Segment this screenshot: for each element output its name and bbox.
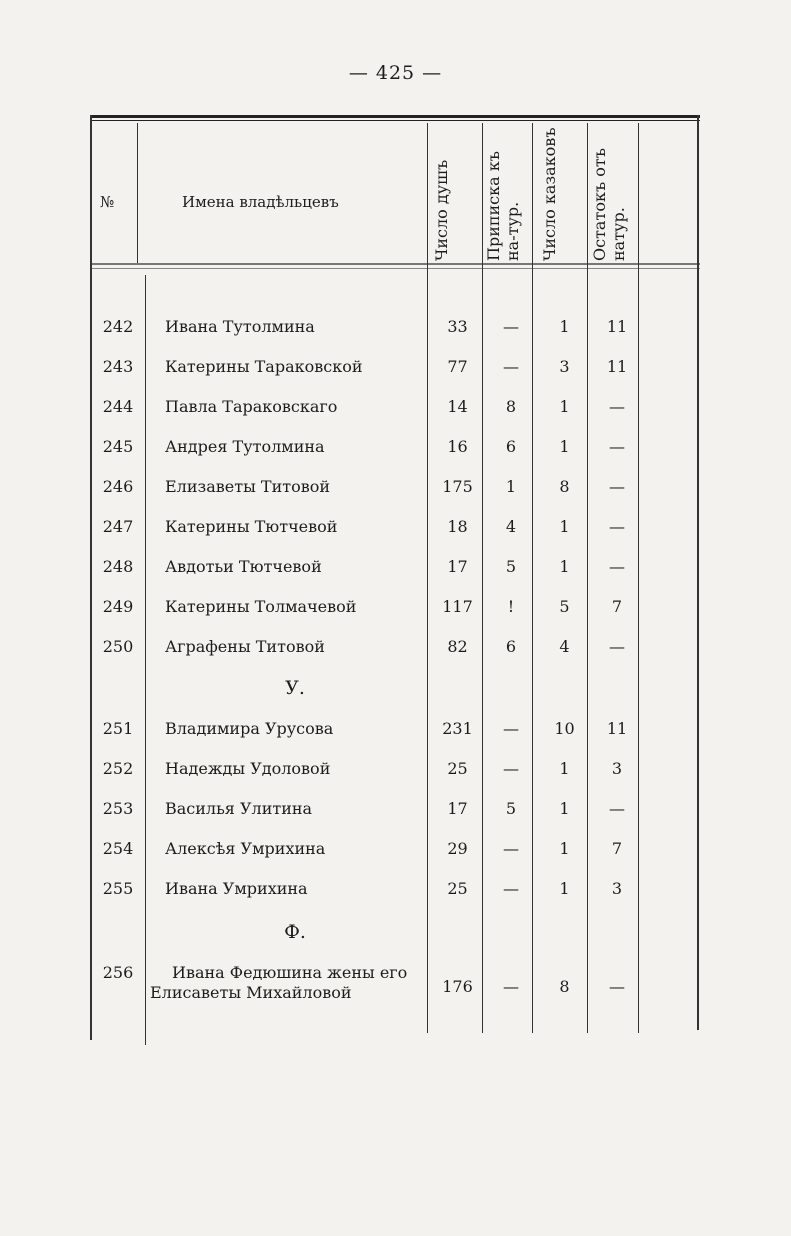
attach-value: 8 <box>505 397 517 416</box>
table-row <box>90 637 700 677</box>
row-number: 245 <box>102 437 134 456</box>
row-number: 247 <box>102 517 134 536</box>
table-row <box>90 759 700 799</box>
owner-name: Катерины Тютчевой <box>165 517 338 536</box>
souls-value: 17 <box>447 799 468 818</box>
row-number: 252 <box>102 759 134 778</box>
rest-value: — <box>609 977 625 996</box>
souls-value: 117 <box>442 597 473 616</box>
header-cossacks: Число казаковъ <box>540 127 559 261</box>
rest-value: — <box>609 397 625 416</box>
cossacks-value: 1 <box>559 839 570 858</box>
cossacks-value: 8 <box>559 477 570 496</box>
attach-value: ! <box>507 597 515 616</box>
header-no: № <box>100 193 115 211</box>
owner-name: Владимира Урусова <box>165 719 334 738</box>
section-letter-u: У. <box>285 677 305 699</box>
souls-value: 14 <box>447 397 468 416</box>
souls-value: 16 <box>447 437 468 456</box>
souls-value: 82 <box>447 637 468 656</box>
souls-value: 17 <box>447 557 468 576</box>
table-top-rule <box>90 115 700 118</box>
table-row <box>90 963 700 1013</box>
rest-value: — <box>609 477 625 496</box>
table-row <box>90 597 700 637</box>
header-rule <box>90 263 700 265</box>
row-number: 256 <box>102 963 134 982</box>
attach-value: — <box>503 357 519 376</box>
rest-value: 11 <box>606 719 628 738</box>
header-name: Имена владѣльцевъ <box>182 193 339 211</box>
cossacks-value: 1 <box>559 879 570 898</box>
data-table <box>90 115 700 1045</box>
attach-value: — <box>503 759 519 778</box>
row-number: 255 <box>102 879 134 898</box>
cossacks-value: 1 <box>559 799 570 818</box>
cossacks-value: 1 <box>559 397 570 416</box>
cossacks-value: 8 <box>559 977 570 996</box>
table-row <box>90 557 700 597</box>
table-row <box>90 317 700 357</box>
row-number: 254 <box>102 839 134 858</box>
owner-name: Алексѣя Умрихина <box>165 839 326 858</box>
cossacks-value: 5 <box>559 597 570 616</box>
souls-value: 77 <box>447 357 468 376</box>
rest-value: — <box>609 437 625 456</box>
attach-value: — <box>503 879 519 898</box>
owner-name: Катерины Тараковской <box>165 357 363 376</box>
owner-name-line1: Ивана Федюшина жены его <box>172 963 408 982</box>
owner-name-line2: Елисаветы Михайловой <box>150 983 352 1002</box>
owner-name: Василья Улитина <box>165 799 313 818</box>
row-number: 244 <box>102 397 134 416</box>
table-row <box>90 397 700 437</box>
row-number: 251 <box>102 719 134 738</box>
row-number: 242 <box>102 317 134 336</box>
row-number: 243 <box>102 357 134 376</box>
owner-name: Аграфены Титовой <box>165 637 325 656</box>
col-divider-no <box>137 123 138 263</box>
table-row <box>90 357 700 397</box>
cossacks-value: 1 <box>559 437 570 456</box>
header-rest: Остатокъ отъ натур. <box>590 148 628 261</box>
souls-value: 231 <box>442 719 473 738</box>
owner-name: Ивана Умрихина <box>165 879 308 898</box>
owner-name: Катерины Толмачевой <box>165 597 357 616</box>
souls-value: 25 <box>447 879 468 898</box>
rest-value: 3 <box>611 879 623 898</box>
table-row <box>90 437 700 477</box>
row-number: 246 <box>102 477 134 496</box>
rest-value: — <box>609 557 625 576</box>
rest-value: — <box>609 637 625 656</box>
cossacks-value: 3 <box>559 357 570 376</box>
table-row <box>90 879 700 919</box>
owner-name: Андрея Тутолмина <box>165 437 325 456</box>
row-number: 249 <box>102 597 134 616</box>
attach-value: 6 <box>505 637 517 656</box>
cossacks-value: 1 <box>559 759 570 778</box>
attach-value: 6 <box>505 437 517 456</box>
souls-value: 175 <box>442 477 473 496</box>
owner-name: Авдотьи Тютчевой <box>165 557 322 576</box>
cossacks-value: 10 <box>554 719 575 738</box>
souls-value: 176 <box>442 977 473 996</box>
header-souls: Число душъ <box>432 159 451 261</box>
souls-value: 33 <box>447 317 468 336</box>
attach-value: — <box>503 977 519 996</box>
souls-value: 25 <box>447 759 468 778</box>
row-number: 250 <box>102 637 134 656</box>
table-row <box>90 839 700 879</box>
table-row <box>90 477 700 517</box>
souls-value: 18 <box>447 517 468 536</box>
header-attach: Приписка къ на-тур. <box>484 151 522 261</box>
attach-value: 5 <box>505 799 517 818</box>
attach-value: 5 <box>505 557 517 576</box>
owner-name: Ивана Тутолмина <box>165 317 315 336</box>
table-row <box>90 719 700 759</box>
cossacks-value: 4 <box>559 637 570 656</box>
rest-value: — <box>609 799 625 818</box>
row-number: 248 <box>102 557 134 576</box>
row-number: 253 <box>102 799 134 818</box>
table-row <box>90 517 700 557</box>
rest-value: 11 <box>606 317 628 336</box>
rest-value: — <box>609 517 625 536</box>
owner-name: Елизаветы Титовой <box>165 477 331 496</box>
attach-value: — <box>503 317 519 336</box>
attach-value: — <box>503 839 519 858</box>
attach-value: — <box>503 719 519 738</box>
cossacks-value: 1 <box>559 317 570 336</box>
cossacks-value: 1 <box>559 517 570 536</box>
table-row <box>90 799 700 839</box>
rest-value: 7 <box>611 597 623 616</box>
header-rule-thin <box>90 268 700 269</box>
souls-value: 29 <box>447 839 468 858</box>
owner-name: Надежды Удоловой <box>165 759 331 778</box>
rest-value: 7 <box>611 839 623 858</box>
attach-value: 1 <box>505 477 517 496</box>
rest-value: 11 <box>606 357 628 376</box>
rest-value: 3 <box>611 759 623 778</box>
owner-name: Павла Тараковскаго <box>165 397 338 416</box>
attach-value: 4 <box>505 517 517 536</box>
page-number: — 425 — <box>348 62 443 84</box>
section-letter-f: Ф. <box>284 921 306 943</box>
cossacks-value: 1 <box>559 557 570 576</box>
